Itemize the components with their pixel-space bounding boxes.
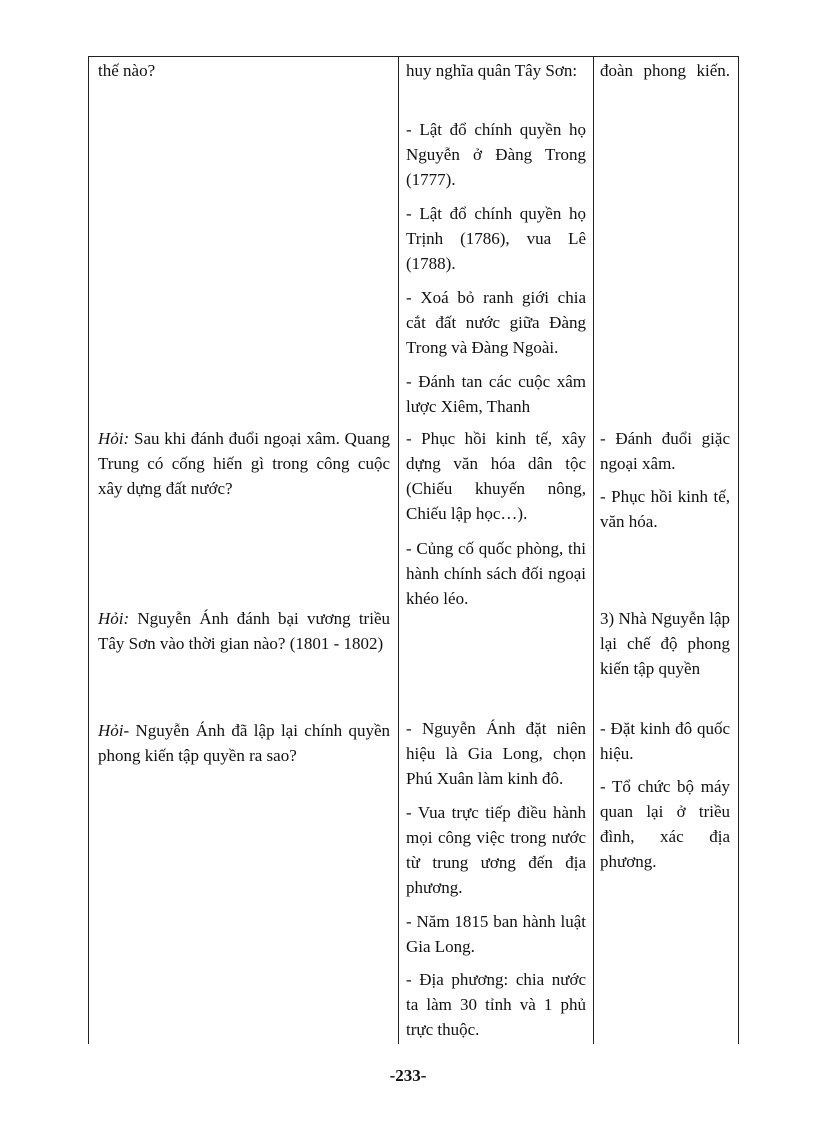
column-divider-1 — [398, 56, 399, 1044]
question-nguyen-anh-date — [98, 606, 390, 656]
table-top-border — [88, 56, 738, 57]
answer-paragraph: - Lật đổ chính quyền họ Trịnh (1786), vua Lê (1788). — [406, 204, 586, 273]
answer-paragraph: - Phục hồi kinh tế, xây dựng văn hóa dân tộc (Chiếu khuyến nông, Chiếu lập học…). — [406, 429, 586, 523]
column-divider-2 — [593, 56, 594, 1044]
question-nguyen-anh-government — [98, 718, 390, 768]
answer-paragraph: - Năm 1815 ban hành luật Gia Long. — [406, 912, 586, 956]
question-quang-trung — [98, 426, 390, 501]
question-prefix: Hỏi: — [98, 609, 130, 628]
answer-paragraph: - Lật đổ chính quyền họ Nguyễn ở Đàng Trong (1777). — [406, 120, 586, 189]
question-prefix: Hỏi: — [98, 429, 130, 448]
question-text: Nguyễn Ánh đánh bại vương triều Tây Sơn vào thời gian nào? (1801 - 1802) — [98, 609, 390, 653]
answer-paragraph: - Vua trực tiếp điều hành mọi công việc trong nước từ trung ương đến địa phương. — [406, 803, 586, 897]
summary-paragraph: - Tổ chức bộ máy quan lại ở triều đình, xác địa phương. — [600, 777, 730, 871]
question-text: Sau khi đánh đuổi ngoại xâm. Quang Trung có cống hiến gì trong công cuộc xây dựng đất nước? — [98, 429, 390, 498]
section-heading: 3) Nhà Nguyễn lập lại chế độ phong kiến tập quyền — [600, 609, 730, 678]
summary-paragraph: - Đánh đuổi giặc ngoại xâm. — [600, 429, 730, 473]
answer-paragraph: - Củng cố quốc phòng, thi hành chính sách đối ngoại khéo léo. — [406, 539, 586, 608]
table-left-border — [88, 56, 89, 1044]
summary-paragraph: - Phục hồi kinh tế, văn hóa. — [600, 487, 730, 531]
page-number: -233- — [389, 1066, 427, 1085]
answer-paragraph: huy nghĩa quân Tây Sơn: — [406, 61, 578, 80]
answer-paragraph: - Xoá bỏ ranh giới chia cắt đất nước giữa Đàng Trong và Đàng Ngoài. — [406, 288, 586, 357]
answer-paragraph: - Đánh tan các cuộc xâm lược Xiêm, Thanh — [406, 372, 586, 416]
answer-paragraph: - Nguyễn Ánh đặt niên hiệu là Gia Long, chọn Phú Xuân làm kinh đô. — [406, 719, 586, 788]
question-continuation: thế nào? — [98, 61, 156, 80]
table-right-border — [738, 56, 739, 1044]
summary-paragraph: đoàn phong kiến. — [600, 61, 730, 80]
summary-paragraph: - Đặt kinh đô quốc hiệu. — [600, 719, 730, 763]
question-text: - Nguyễn Ánh đã lập lại chính quyền phong kiến tập quyền ra sao? — [98, 721, 390, 765]
answer-paragraph: - Địa phương: chia nước ta làm 30 tỉnh và 1 phủ trực thuộc. — [406, 970, 586, 1039]
question-prefix: Hỏi — [98, 721, 124, 740]
